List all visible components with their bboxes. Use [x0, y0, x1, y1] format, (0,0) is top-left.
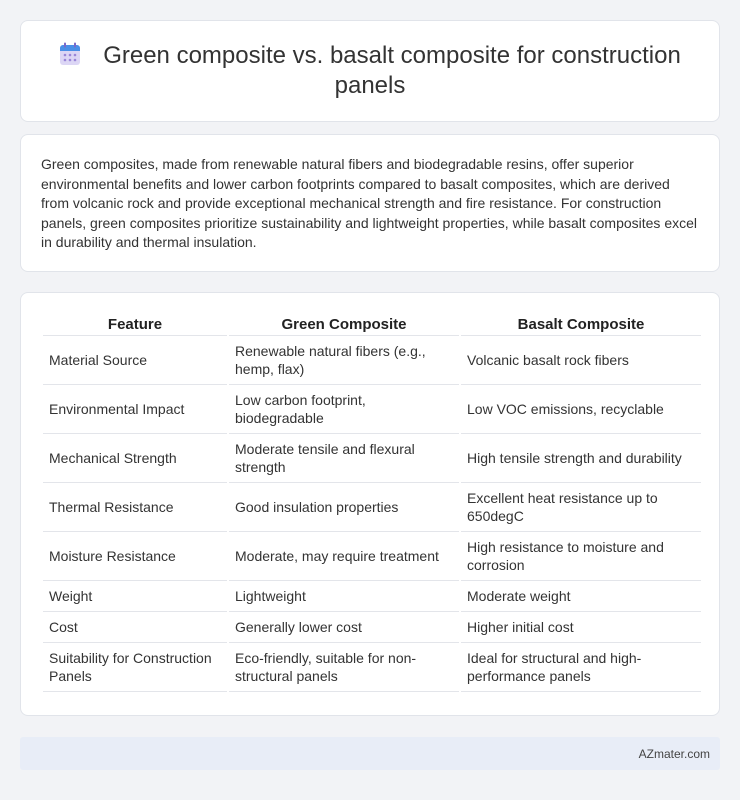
title-card: [20, 20, 720, 122]
feature-cell: Material Source: [43, 336, 227, 385]
page-title: [49, 41, 691, 101]
green-cell: Low carbon footprint, biodegradable: [229, 385, 459, 434]
feature-cell: Environmental Impact: [43, 385, 227, 434]
header-feature: Feature: [43, 314, 227, 336]
footer-bar: [20, 737, 720, 770]
feature-cell: Mechanical Strength: [43, 434, 227, 483]
feature-cell: Thermal Resistance: [43, 483, 227, 532]
green-cell: Generally lower cost: [229, 612, 459, 643]
basalt-cell: Excellent heat resistance up to 650degC: [461, 483, 701, 532]
green-cell: Moderate tensile and flexural strength: [229, 434, 459, 483]
table-row: [43, 336, 701, 385]
table-row: [43, 434, 701, 483]
summary-card: [20, 134, 720, 272]
basalt-cell: Moderate weight: [461, 581, 701, 612]
basalt-cell: Ideal for structural and high-performance panels: [461, 643, 701, 692]
feature-cell: Suitability for Construction Panels: [43, 643, 227, 692]
basalt-cell: Higher initial cost: [461, 612, 701, 643]
table-header-row: [43, 314, 701, 336]
green-cell: Eco-friendly, suitable for non-structural panels: [229, 643, 459, 692]
green-cell: Lightweight: [229, 581, 459, 612]
header-basalt-composite: Basalt Composite: [461, 314, 701, 336]
basalt-cell: Low VOC emissions, recyclable: [461, 385, 701, 434]
comparison-table: [41, 314, 703, 692]
header-green-composite: Green Composite: [229, 314, 459, 336]
table-row: [43, 385, 701, 434]
calendar-icon: [59, 42, 81, 66]
basalt-cell: High resistance to moisture and corrosion: [461, 532, 701, 581]
basalt-cell: Volcanic basalt rock fibers: [461, 336, 701, 385]
table-row: [43, 612, 701, 643]
table-row: [43, 643, 701, 692]
summary-text: Green composites, made from renewable natural fibers and biodegradable resins, offer superior environmental benefits and lower carbon footprints compared to basalt composites, which are derived from volcanic rock and provide exceptional mechanical strength and fire resistance. For construction panels, green composites prioritize sustainability and lightweight properties, while basalt composites excel in durability and thermal insulation.: [41, 156, 698, 250]
feature-cell: Weight: [43, 581, 227, 612]
basalt-cell: High tensile strength and durability: [461, 434, 701, 483]
green-cell: Renewable natural fibers (e.g., hemp, flax): [229, 336, 459, 385]
comparison-card: [20, 292, 720, 716]
table-row: [43, 581, 701, 612]
table-row: [43, 532, 701, 581]
table-row: [43, 483, 701, 532]
footer-brand: AZmater.com: [638, 746, 710, 761]
green-cell: Moderate, may require treatment: [229, 532, 459, 581]
feature-cell: Moisture Resistance: [43, 532, 227, 581]
page-title-text: Green composite vs. basalt composite for construction panels: [103, 42, 681, 99]
green-cell: Good insulation properties: [229, 483, 459, 532]
feature-cell: Cost: [43, 612, 227, 643]
